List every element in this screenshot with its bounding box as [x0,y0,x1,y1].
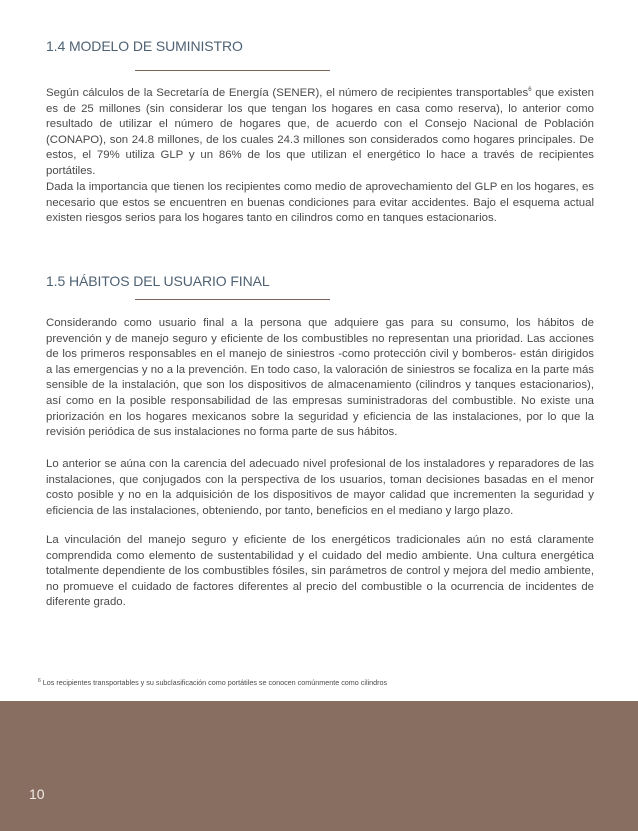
heading-underline-habitos [135,299,330,300]
footnote-reference: 6 [528,87,532,94]
footnote-marker: 6 [38,677,41,684]
section-heading-suministro: 1.4 MODELO DE SUMINISTRO [46,38,243,54]
heading-underline-suministro [135,70,330,71]
paragraph-suministro-1 [46,86,594,180]
paragraph-habitos-3: La vinculación del manejo seguro y eficiente de los energéticos tradicionales aún no está claramente comprendida como elemento de sustentabilidad y el cuidado del medio ambiente. Una cultura energética totalmente dependiente de los combustibles fósiles, sin parámetros de control y mejora del medio ambiente, no promueve el cuidado de factores diferentes al precio del combustible o la ocurrencia de incidentes de diferente grado. [46,534,594,609]
paragraph-suministro-2: Dada la importancia que tienen los recipientes como medio de aprovechamiento del GLP en los hogares, es necesario que estos se encuentren en buenas condiciones para evitar accidentes. Bajo el esquema actual existen riesgos serios para los hogares tanto en cilindros como en tanques estacionarios. [46,181,594,225]
page-number: 10 [29,786,45,802]
paragraph-text: que existen es de 25 millones (sin considerar los que tengan los hogares en casa como reserva), lo anterior como resultado de utilizar el número de hogares que, de acuerdo con el Consejo Nacional de Población (CONAPO), son 24.8 millones, de los cuales 24.3 millones son considerados como hogares principales. De estos, el 79% utiliza GLP y un 86% de los que utilizan el energético lo hace a través de recipientes portátiles. [46,87,594,177]
footnote [38,678,387,687]
footnote-text: Los recipientes transportables y su subclasificación como portátiles se conocen comúnmente como cilindros [42,678,388,687]
paragraph-text: Según cálculos de la Secretaría de Energía (SENER), el número de recipientes transportables [46,87,529,99]
paragraph-habitos-1: Considerando como usuario final a la persona que adquiere gas para su consumo, los hábitos de prevención y de manejo seguro y eficiente de los combustibles no representan una prioridad. Las acciones de los primeros responsables en el manejo de siniestros -como protección civil y bomberos- están dirigidos a las emergencias y no a la prevención. En todo caso, la valoración de siniestros se focaliza en la parte más sensible de la instalación, que son los dispositivos de almacenamiento (cilindros y tanques estacionarios), así como en la posible responsabilidad de las empresas suministradoras del combustible. No existe una priorización en los hogares mexicanos sobre la seguridad y eficiencia de las instalaciones, por lo que la revisión periódica de sus instalaciones no forma parte de sus hábitos. [46,317,594,439]
footer-band [0,701,638,831]
section-heading-habitos: 1.5 HÁBITOS DEL USUARIO FINAL [46,273,270,289]
paragraph-habitos-2: Lo anterior se aúna con la carencia del adecuado nivel profesional de los instaladores y reparadores de las instalaciones, que conjugados con la perspectiva de los usuarios, toman decisiones basadas en el menor costo posible y no en la adquisición de los dispositivos de mayor calidad que incrementen la seguridad y eficiencia de las instalaciones, obteniendo, por tanto, beneficios en el mediano y largo plazo. [46,458,594,517]
